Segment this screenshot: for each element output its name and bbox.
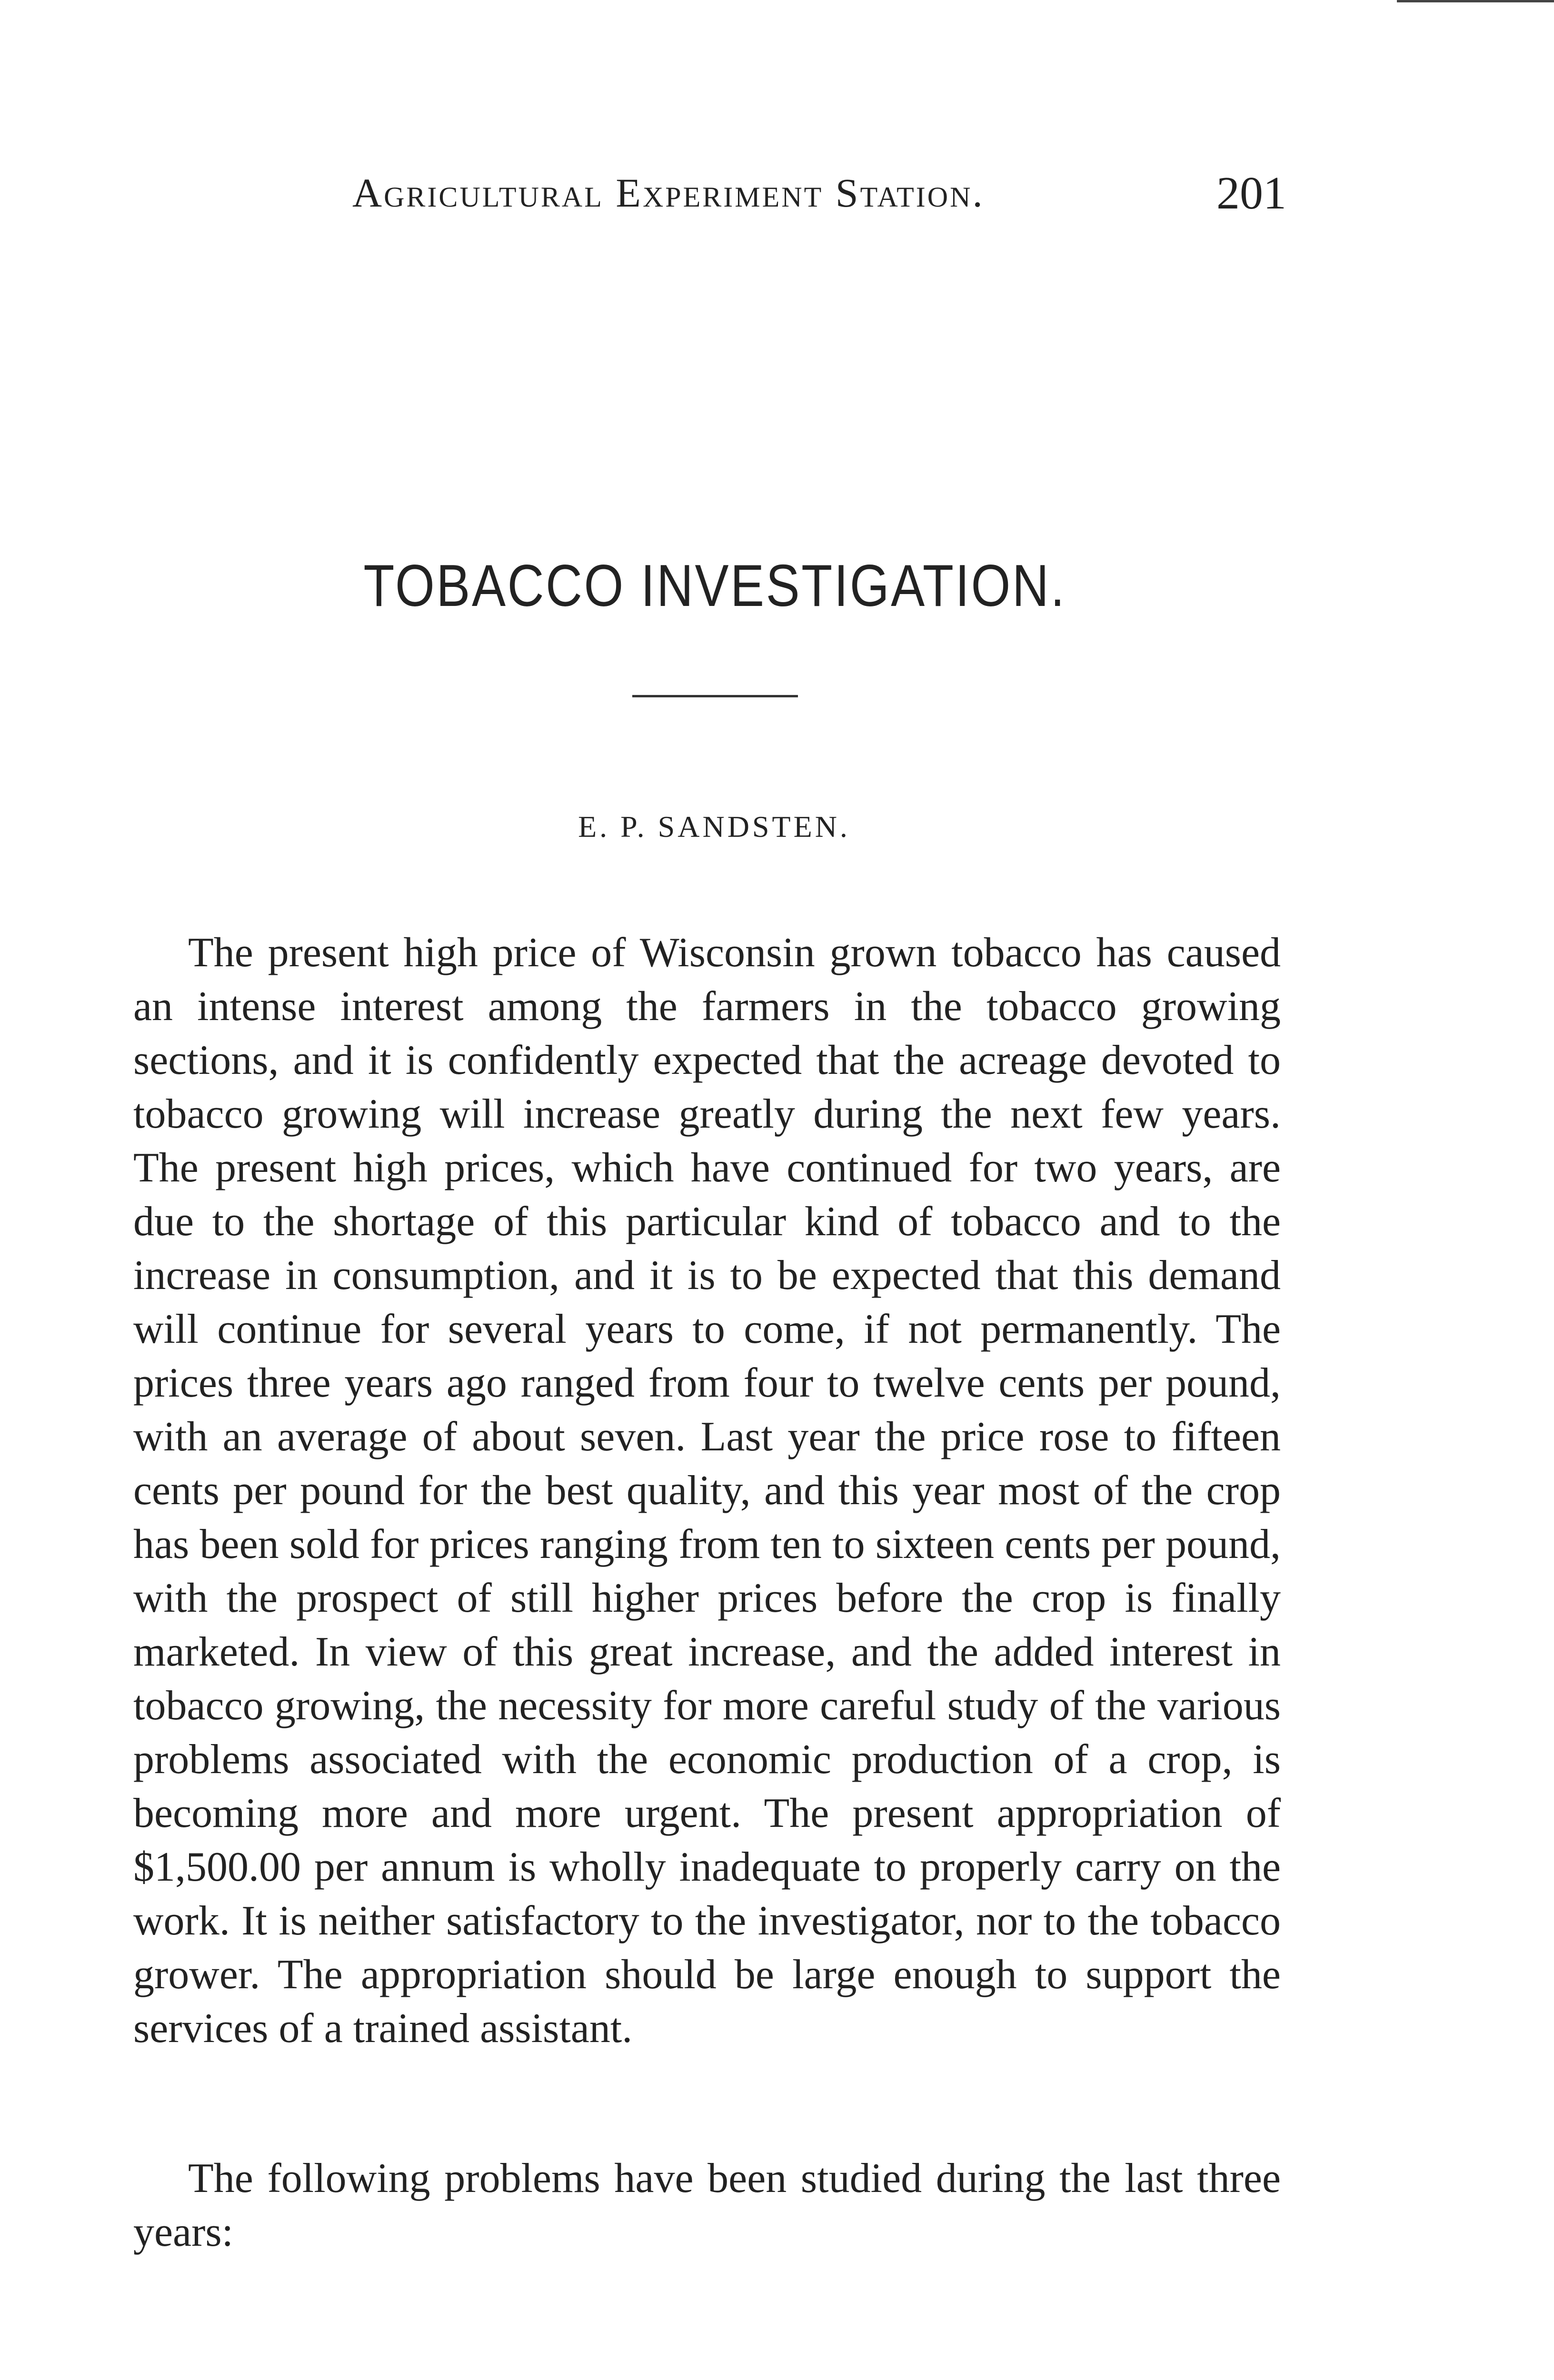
- body-paragraph: The following problems have been studied during the last three years:: [133, 2155, 1281, 2255]
- article-author: E. P. SANDSTEN.: [578, 810, 850, 843]
- scan-edge-rule: [1397, 0, 1554, 2]
- body-paragraph: The present high price of Wisconsin grown tobacco has caused an intense interest among the farmers in the tobacco growing sections, and it is confidently expected that the acreage devoted to tobacco growing will increase greatly during the next few years. The present high prices, which have continued for two years, are due to the shortage of this particular kind of tobacco and to the increase in consumption, and it is to be expected that this demand will continue for several years to come, if not permanently. The prices three years ago ranged from four to twelve cents per pound, with an average of about seven. Last year the price rose to fifteen cents per pound for the best quality, and this year most of the crop has been sold for prices ranging from ten to sixteen cents per pound, with the prospect of still higher prices before the crop is finally marketed. In view of this great increase, and the added interest in tobacco growing, the necessity for more careful study of the various problems associated with the economic production of a crop, is becoming more and more urgent. The present appropriation of $1,500.00 per annum is wholly inadequate to properly carry on the work. It is neither satisfactory to the investigator, nor to the tobacco grower. The appropriation should be large enough to support the services of a trained assistant.: [133, 930, 1281, 2052]
- article-title: TOBACCO INVESTIGATION.: [363, 553, 1066, 619]
- title-divider: [632, 695, 798, 697]
- running-header: Agricultural Experiment Station.: [352, 170, 985, 216]
- page-number: 201: [1216, 168, 1286, 219]
